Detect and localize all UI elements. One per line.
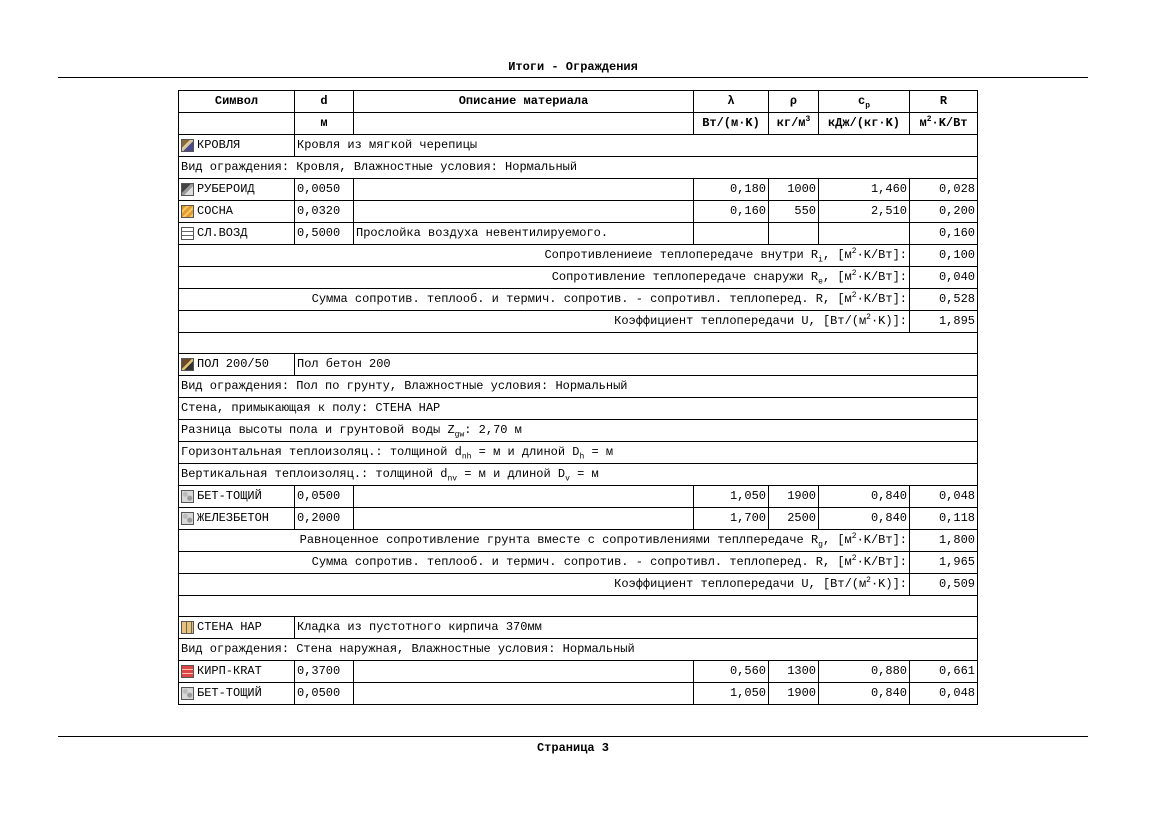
summary-label-text: Равноценное сопротивление грунта вместе с сопротивлениями теплпередаче R <box>299 533 819 547</box>
summary-unit-post: ·K/Вт]: <box>856 270 907 284</box>
summary-unit-sup: 2 <box>851 554 857 563</box>
header-description: Описание материала <box>354 91 694 113</box>
info-text: = м <box>584 445 614 459</box>
summary-unit-post: ·K/Вт]: <box>856 555 907 569</box>
section-2-info-line <box>179 420 978 442</box>
summary-unit-post: ·K/Вт]: <box>856 533 907 547</box>
layer-thickness: 0,0050 <box>295 179 354 201</box>
unit-description <box>354 113 694 135</box>
section-2-info-row <box>179 398 978 420</box>
air-layer-icon <box>181 227 194 240</box>
section-2-type-line: Вид ограждения: Пол по грунту, Влажностные условия: Нормальный <box>179 376 978 398</box>
section-2-info-row <box>179 464 978 486</box>
header-lambda: λ <box>694 91 769 113</box>
header-cp-sub: p <box>865 101 870 111</box>
summary-unit-pre: , [м <box>822 270 852 284</box>
summary-row <box>179 267 978 289</box>
layer-r: 0,028 <box>910 179 978 201</box>
table-row <box>179 661 978 683</box>
layer-lambda <box>694 223 769 245</box>
header-cp <box>819 91 910 113</box>
header-rule <box>58 77 1088 78</box>
section-2-type-row <box>179 376 978 398</box>
layer-thickness: 0,0500 <box>295 486 354 508</box>
unit-lambda: Вт/(м·K) <box>694 113 769 135</box>
summary-label <box>179 311 910 333</box>
table-header-row <box>179 91 978 113</box>
layer-r: 0,160 <box>910 223 978 245</box>
ruberoid-icon <box>181 183 194 196</box>
layer-lambda: 1,050 <box>694 683 769 705</box>
layer-lambda: 1,050 <box>694 486 769 508</box>
summary-label-text: Сумма сопротив. теплооб. и термич. сопротив. - сопротивл. теплоперед. R <box>311 555 823 569</box>
summary-label-text: Сопротивлениеие теплопередаче внутри R <box>544 248 819 262</box>
layer-symbol-label: ЖЕЛЕЗБЕТОН <box>197 511 270 525</box>
summary-label <box>179 574 910 596</box>
layer-cp: 0,840 <box>819 683 910 705</box>
header-r: R <box>910 91 978 113</box>
layer-symbol <box>181 179 292 200</box>
summary-unit-sup: 2 <box>851 269 857 278</box>
unit-rho-base: кг/м <box>776 116 806 130</box>
layer-symbol-label: СОСНА <box>197 204 234 218</box>
unit-thickness: м <box>295 113 354 135</box>
info-text: = м <box>569 467 599 481</box>
section-3-symbol <box>181 617 292 638</box>
layer-symbol-cell <box>179 508 295 530</box>
brick-icon <box>181 665 194 678</box>
layer-description <box>354 201 694 223</box>
unit-r <box>910 113 978 135</box>
layer-lambda: 1,700 <box>694 508 769 530</box>
info-text: Вертикальная теплоизоляц.: толщиной d <box>181 467 448 481</box>
layer-rho: 2500 <box>769 508 819 530</box>
summary-unit-pre: , [м <box>822 533 852 547</box>
section-1-title-row <box>179 135 978 157</box>
info-subscript: v <box>565 474 570 484</box>
layer-description <box>354 508 694 530</box>
section-3-title-row <box>179 617 978 639</box>
layer-symbol-label: СЛ.ВОЗД <box>197 226 248 240</box>
info-text: Разница высоты пола и грунтовой воды Z <box>181 423 455 437</box>
section-separator <box>179 596 978 617</box>
layer-symbol <box>181 683 292 704</box>
table-row <box>179 201 978 223</box>
section-1-type-row <box>179 157 978 179</box>
layer-description <box>354 179 694 201</box>
summary-row <box>179 245 978 267</box>
layer-thickness: 0,0500 <box>295 683 354 705</box>
layer-symbol <box>181 508 292 529</box>
section-3-name: Кладка из пустотного кирпича 370мм <box>295 617 978 639</box>
summary-row <box>179 289 978 311</box>
header-symbol: Символ <box>179 91 295 113</box>
layer-symbol <box>181 223 292 244</box>
summary-value: 0,528 <box>910 289 978 311</box>
summary-unit-pre: , [м <box>822 248 852 262</box>
header-cp-symbol: c <box>857 94 866 108</box>
summary-label <box>179 289 910 311</box>
wall-icon <box>181 621 194 634</box>
layer-symbol-cell <box>179 486 295 508</box>
summary-unit-sup: 2 <box>851 532 857 541</box>
section-2-info-line <box>179 442 978 464</box>
summary-value: 1,800 <box>910 530 978 552</box>
floor-icon <box>181 358 194 371</box>
summary-unit-sup: 2 <box>851 247 857 256</box>
summary-label-text: Коэффициент теплопередачи U <box>614 314 809 328</box>
section-2-info-line <box>179 464 978 486</box>
layer-cp: 0,840 <box>819 486 910 508</box>
layer-symbol <box>181 661 292 682</box>
info-subscript: h <box>579 452 585 462</box>
layer-symbol-label: БЕТ-ТОЩИЙ <box>197 489 262 503</box>
layer-symbol-cell <box>179 223 295 245</box>
section-2-info-row <box>179 420 978 442</box>
section-separator-row <box>179 596 978 617</box>
section-1-type-line: Вид ограждения: Кровля, Влажностные условия: Нормальный <box>179 157 978 179</box>
header-thickness: d <box>295 91 354 113</box>
layer-rho: 1900 <box>769 683 819 705</box>
summary-label-subscript: g <box>818 540 823 550</box>
layer-symbol-label: РУБЕРОИД <box>197 182 255 196</box>
section-separator-row <box>179 333 978 354</box>
summary-label <box>179 267 910 289</box>
layer-cp <box>819 223 910 245</box>
layer-symbol-label: БЕТ-ТОЩИЙ <box>197 686 262 700</box>
layer-cp: 0,880 <box>819 661 910 683</box>
summary-row <box>179 311 978 333</box>
unit-r-pre: м <box>919 116 927 130</box>
info-subscript: gw <box>454 430 465 440</box>
section-2-symbol <box>181 354 292 375</box>
table-row <box>179 508 978 530</box>
section-2-symbol-label: ПОЛ 200/50 <box>197 357 270 371</box>
reinforced-concrete-icon <box>181 512 194 525</box>
page-title: Итоги - Ограждения <box>508 60 638 74</box>
section-2-title-row <box>179 354 978 376</box>
table-row <box>179 179 978 201</box>
summary-value: 0,040 <box>910 267 978 289</box>
layer-thickness: 0,5000 <box>295 223 354 245</box>
layer-symbol-cell <box>179 661 295 683</box>
layer-symbol-cell <box>179 201 295 223</box>
layer-rho: 1000 <box>769 179 819 201</box>
unit-rho-sup: 3 <box>805 115 811 124</box>
layer-thickness: 0,2000 <box>295 508 354 530</box>
section-3-symbol-cell <box>179 617 295 639</box>
layer-cp: 2,510 <box>819 201 910 223</box>
layer-lambda: 0,180 <box>694 179 769 201</box>
layer-lambda: 0,560 <box>694 661 769 683</box>
lean-concrete-icon <box>181 490 194 503</box>
layer-thickness: 0,3700 <box>295 661 354 683</box>
layer-rho: 550 <box>769 201 819 223</box>
summary-unit-sup: 2 <box>851 291 857 300</box>
section-separator <box>179 333 978 354</box>
summary-label <box>179 530 910 552</box>
info-subscript: nh <box>461 452 472 462</box>
section-1-symbol-label: КРОВЛЯ <box>197 138 241 152</box>
table-row <box>179 223 978 245</box>
info-text: Горизонтальная теплоизоляц.: толщиной d <box>181 445 462 459</box>
summary-value: 1,895 <box>910 311 978 333</box>
summary-unit-post: ·K/Вт]: <box>856 292 907 306</box>
summary-label <box>179 245 910 267</box>
summary-unit-pre: , [м <box>822 292 852 306</box>
materials-table <box>178 90 978 705</box>
summary-row <box>179 574 978 596</box>
summary-value: 0,100 <box>910 245 978 267</box>
section-2-info-line <box>179 398 978 420</box>
info-text: Стена, примыкающая к полу: СТЕНА НАР <box>181 401 441 415</box>
footer-rule <box>58 736 1088 737</box>
unit-cp: кДж/(кг·K) <box>819 113 910 135</box>
page-footer: Страница 3 <box>536 741 609 755</box>
layer-cp: 1,460 <box>819 179 910 201</box>
unit-symbol <box>179 113 295 135</box>
layer-description: Прослойка воздуха невентилируемого. <box>354 223 694 245</box>
summary-label-subscript: i <box>818 255 823 265</box>
summary-unit-post: ·K)]: <box>870 314 907 328</box>
layer-description <box>354 683 694 705</box>
section-1-symbol <box>181 135 292 156</box>
layer-rho <box>769 223 819 245</box>
roof-icon <box>181 139 194 152</box>
table-row <box>179 683 978 705</box>
summary-unit-pre: , [м <box>822 555 852 569</box>
layer-r: 0,048 <box>910 486 978 508</box>
layer-r: 0,200 <box>910 201 978 223</box>
materials-table-body <box>179 91 978 705</box>
info-subscript: nv <box>447 474 458 484</box>
summary-label <box>179 552 910 574</box>
layer-rho: 1900 <box>769 486 819 508</box>
section-2-symbol-cell <box>179 354 295 376</box>
summary-value: 1,965 <box>910 552 978 574</box>
info-text: : 2,70 м <box>464 423 522 437</box>
summary-unit-post: ·K/Вт]: <box>856 248 907 262</box>
info-text: = м и длиной D <box>471 445 580 459</box>
layer-lambda: 0,160 <box>694 201 769 223</box>
layer-rho: 1300 <box>769 661 819 683</box>
summary-unit-pre: , [Вт/(м <box>808 577 867 591</box>
layer-symbol <box>181 486 292 507</box>
unit-r-post: ·K/Вт <box>931 116 968 130</box>
unit-r-sup: 2 <box>926 115 932 124</box>
info-text: = м и длиной D <box>457 467 566 481</box>
summary-unit-post: ·K)]: <box>870 577 907 591</box>
summary-label-text: Сумма сопротив. теплооб. и термич. сопротив. - сопротивл. теплоперед. R <box>311 292 823 306</box>
summary-row <box>179 552 978 574</box>
summary-row <box>179 530 978 552</box>
layer-description <box>354 661 694 683</box>
layer-r: 0,048 <box>910 683 978 705</box>
lean-concrete-icon <box>181 687 194 700</box>
section-3-type-row <box>179 639 978 661</box>
table-row <box>179 486 978 508</box>
summary-label-text: Коэффициент теплопередачи U <box>614 577 809 591</box>
layer-symbol <box>181 201 292 222</box>
section-3-type-line: Вид ограждения: Стена наружная, Влажностные условия: Нормальный <box>179 639 978 661</box>
table-units-row <box>179 113 978 135</box>
layer-thickness: 0,0320 <box>295 201 354 223</box>
summary-unit-pre: , [Вт/(м <box>808 314 867 328</box>
layer-r: 0,118 <box>910 508 978 530</box>
section-2-info-row <box>179 442 978 464</box>
summary-unit-sup: 2 <box>866 313 871 322</box>
layer-r: 0,661 <box>910 661 978 683</box>
layer-symbol-cell <box>179 179 295 201</box>
summary-label-text: Сопротивление теплопередаче снаружи R <box>551 270 819 284</box>
summary-unit-sup: 2 <box>866 576 871 585</box>
header-rho: ρ <box>769 91 819 113</box>
summary-value: 0,509 <box>910 574 978 596</box>
section-3-symbol-label: СТЕНА НАР <box>197 620 262 634</box>
section-1-symbol-cell <box>179 135 295 157</box>
section-1-name: Кровля из мягкой черепицы <box>295 135 978 157</box>
layer-symbol-label: КИРП-КRAT <box>197 664 262 678</box>
unit-rho <box>769 113 819 135</box>
layer-cp: 0,840 <box>819 508 910 530</box>
layer-symbol-cell <box>179 683 295 705</box>
summary-label-subscript: e <box>818 277 823 287</box>
pine-wood-icon <box>181 205 194 218</box>
layer-description <box>354 486 694 508</box>
section-2-name: Пол бетон 200 <box>295 354 978 376</box>
